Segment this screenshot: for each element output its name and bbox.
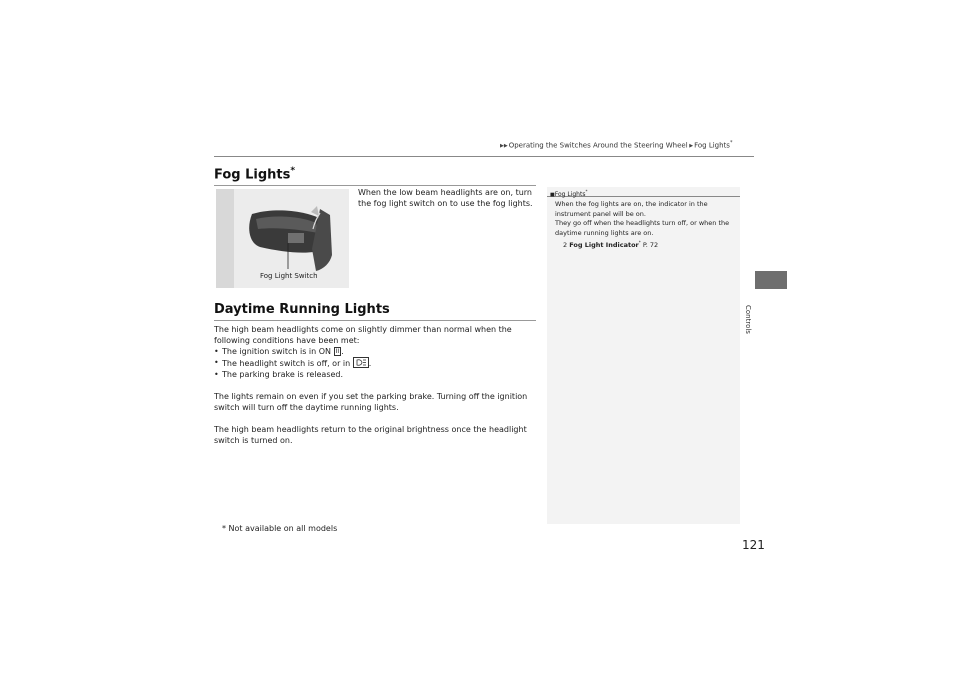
fog-lights-heading xyxy=(214,166,295,182)
drl-condition-headlight xyxy=(214,357,539,369)
sidebar-reference[interactable] xyxy=(555,238,735,251)
page-number: 121 xyxy=(742,538,765,552)
reference-star: * xyxy=(638,240,641,245)
condition-text: The headlight switch is off, or in xyxy=(222,359,351,368)
sidebar-note-icon: ■ xyxy=(550,192,555,198)
reference-arrow-icon: 2 xyxy=(563,241,568,250)
fog-lights-star: * xyxy=(290,166,296,176)
drl-condition-parking-brake: • The parking brake is released. xyxy=(214,369,539,380)
chapter-tab xyxy=(755,271,787,289)
fog-lights-title: Fog Lights xyxy=(214,167,291,183)
ignition-position-icon: II xyxy=(335,348,340,355)
reference-title: Fog Light Indicator xyxy=(569,241,639,250)
condition-end: . xyxy=(368,359,372,368)
condition-text: The ignition switch is in ON xyxy=(222,347,332,356)
drl-rule xyxy=(214,320,536,321)
drl-body xyxy=(214,324,539,457)
breadcrumb xyxy=(500,140,732,149)
drl-paragraph-3: The high beam headlights return to the original brightness once the headlight switch is turned on. xyxy=(214,425,527,445)
sidebar-title-text: Fog Lights xyxy=(554,191,586,198)
fog-lights-intro: When the low beam headlights are on, turn the fog light switch on to use the fog lights. xyxy=(358,188,533,208)
sidebar-title xyxy=(550,189,587,198)
chapter-tab-label: Controls xyxy=(744,305,752,334)
headlight-position-icon xyxy=(353,357,369,368)
breadcrumb-part1: Operating the Switches Around the Steering Wheel xyxy=(508,141,688,150)
drl-heading: Daytime Running Lights xyxy=(214,302,390,317)
header-rule xyxy=(214,156,754,157)
breadcrumb-arrow-icon: ▶▶ xyxy=(500,143,508,150)
reference-page: P. 72 xyxy=(640,241,659,250)
breadcrumb-arrow-icon: ▶ xyxy=(687,143,694,150)
breadcrumb-part2: Fog Lights xyxy=(694,141,730,150)
drl-paragraph-1: The high beam headlights come on slightly dimmer than normal when the following conditions have been met: xyxy=(214,325,512,345)
sidebar-title-star: * xyxy=(585,189,588,194)
drl-condition-ignition xyxy=(214,346,539,357)
figure-label: Fog Light Switch xyxy=(260,272,318,280)
footnote: * Not available on all models xyxy=(222,524,338,533)
sidebar-line-2: They go off when the headlights turn off, or when the daytime running lights are on. xyxy=(555,219,730,237)
condition-end: . xyxy=(341,347,344,356)
drl-conditions-list xyxy=(214,346,539,380)
drl-paragraph-2: The lights remain on even if you set the parking brake. Turning off the ignition switch will turn off the daytime running lights. xyxy=(214,392,528,412)
fog-lights-rule xyxy=(214,185,536,186)
sidebar-line-1: When the fog lights are on, the indicator in the instrument panel will be on. xyxy=(555,200,708,218)
sidebar-text xyxy=(555,200,735,251)
breadcrumb-star: * xyxy=(729,140,733,146)
